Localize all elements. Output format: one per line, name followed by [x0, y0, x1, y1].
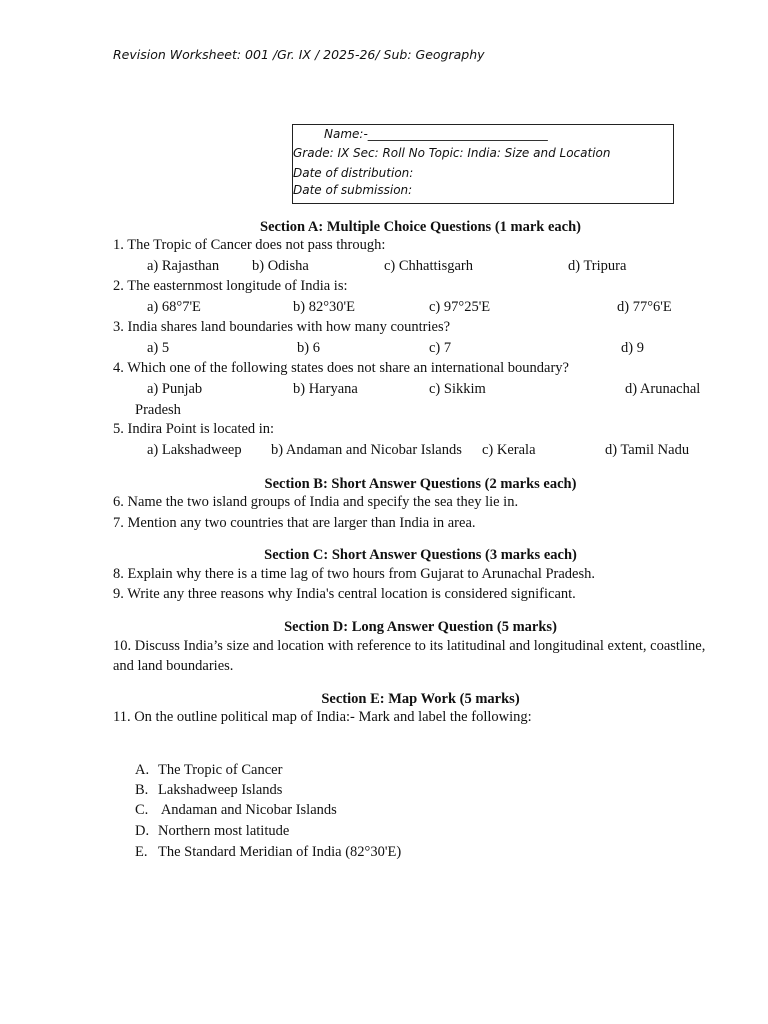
section-d-heading: Section D: Long Answer Question (5 marks) [284, 619, 557, 635]
q4-option-c: c) Sikkim [429, 381, 486, 397]
question-9: 9. Write any three reasons why India's central location is considered significant. [113, 586, 576, 602]
question-2: 2. The easternmost longitude of India is: [113, 278, 348, 294]
q1-option-b: b) Odisha [252, 258, 309, 274]
worksheet-header: Revision Worksheet: 001 /Gr. IX / 2025-26/ Sub: Geography [113, 47, 485, 62]
q5-option-b: b) Andaman and Nicobar Islands [271, 442, 462, 458]
q4-option-d-continued: Pradesh [135, 402, 181, 418]
map-item-letter: E. [135, 844, 148, 860]
section-c-heading: Section C: Short Answer Questions (3 marks each) [264, 547, 577, 563]
map-item-text: The Tropic of Cancer [158, 762, 283, 778]
question-10-line-1: 10. Discuss India’s size and location with reference to its latitudinal and longitudinal extent, coastline, [113, 638, 706, 654]
question-1: 1. The Tropic of Cancer does not pass through: [113, 237, 386, 253]
map-item-letter: D. [135, 823, 150, 839]
q2-option-a: a) 68°7'E [147, 299, 201, 315]
map-item-text: The Standard Meridian of India (82°30'E) [158, 844, 402, 860]
q1-option-a: a) Rajasthan [147, 258, 220, 274]
q5-option-c: c) Kerala [482, 442, 536, 458]
question-8: 8. Explain why there is a time lag of two hours from Gujarat to Arunachal Pradesh. [113, 566, 596, 582]
submission-date-line: Date of submission: [293, 183, 413, 197]
q5-option-a: a) Lakshadweep [147, 442, 242, 458]
q2-option-c: c) 97°25'E [429, 299, 491, 315]
q2-option-d: d) 77°6'E [617, 299, 672, 315]
question-7: 7. Mention any two countries that are larger than India in area. [113, 515, 476, 531]
question-11: 11. On the outline political map of India:- Mark and label the following: [113, 709, 532, 725]
map-item-letter: B. [135, 782, 149, 798]
question-5: 5. Indira Point is located in: [113, 421, 275, 437]
name-line: Name:-______________________________ [324, 127, 548, 141]
section-e-heading: Section E: Map Work (5 marks) [321, 691, 520, 707]
section-a-heading: Section A: Multiple Choice Questions (1 mark each) [260, 219, 581, 235]
q3-option-a: a) 5 [147, 340, 170, 356]
map-item-letter: C. [135, 802, 149, 818]
map-item-text: Andaman and Nicobar Islands [158, 802, 337, 818]
question-10-line-2: and land boundaries. [113, 658, 234, 674]
question-6: 6. Name the two island groups of India and specify the sea they lie in. [113, 494, 519, 510]
question-4: 4. Which one of the following states does not share an international boundary? [113, 360, 569, 376]
section-b-heading: Section B: Short Answer Questions (2 marks each) [264, 476, 577, 492]
student-info-box [292, 124, 674, 204]
q4-option-a: a) Punjab [147, 381, 203, 397]
question-3: 3. India shares land boundaries with how many countries? [113, 319, 451, 335]
q4-option-d: d) Arunachal [625, 381, 701, 397]
q2-option-b: b) 82°30'E [293, 299, 355, 315]
map-item-text: Northern most latitude [158, 823, 290, 839]
grade-line: Grade: IX Sec: Roll No Topic: India: Size and Location [293, 146, 611, 160]
q3-option-d: d) 9 [621, 340, 644, 356]
q5-option-d: d) Tamil Nadu [605, 442, 690, 458]
map-item-letter: A. [135, 762, 150, 778]
q4-option-b: b) Haryana [293, 381, 358, 397]
q1-option-d: d) Tripura [568, 258, 627, 274]
distribution-date-line: Date of distribution: [293, 166, 414, 180]
q3-option-b: b) 6 [297, 340, 320, 356]
q1-option-c: c) Chhattisgarh [384, 258, 473, 274]
q3-option-c: c) 7 [429, 340, 452, 356]
map-item-text: Lakshadweep Islands [158, 782, 283, 798]
